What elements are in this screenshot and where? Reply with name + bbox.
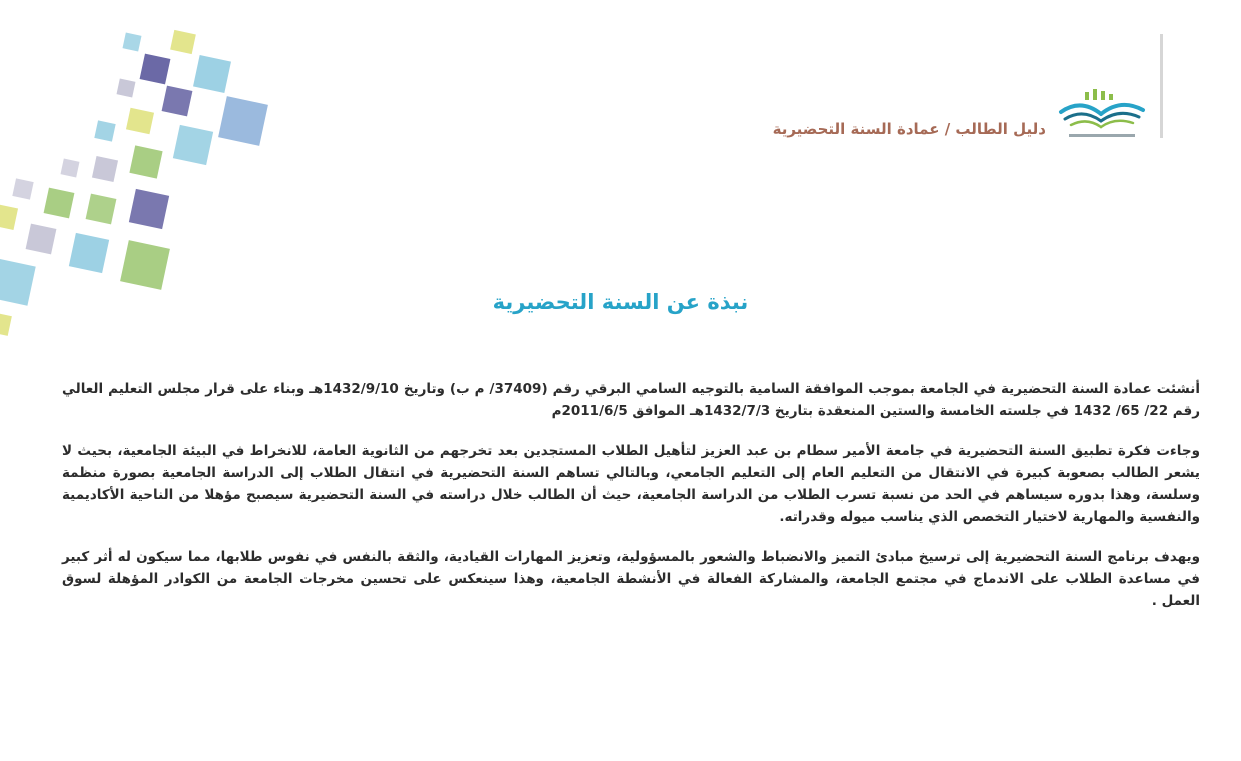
page-title: نبذة عن السنة التحضيرية <box>492 290 749 314</box>
paragraph-establishment: أنشئت عمادة السنة التحضيرية في الجامعة بموجب الموافقة السامية بالتوجيه السامي البرقي رقم (37409/ م ب) وتاريخ 1432/9/10هـ وبناء على قرار مجلس التعليم العالي رقم 22/ 65/ 1432 في جلسته الخامسة والستين المنعقدة بتاريخ 1432/7/3هـ الموافق 2011/6/5م <box>62 381 1200 419</box>
open-book-logo-icon <box>1055 88 1149 142</box>
breadcrumb: دليل الطالب / عمادة السنة التحضيرية <box>772 120 1046 138</box>
paragraph-goals: ويهدف برنامج السنة التحضيرية إلى ترسيخ مبادئ التميز والانضباط والشعور بالمسؤولية، وتعزيز المهارات القيادية، والثقة بالنفس في نفوس طلابها، مما سيكون له أثر كبير في مساعدة الطلاب على الاندماج في مجتمع الجامعة، والمشاركة الفعالة في الأنشطة الجامعية، وهذا سينعكس على تحسين مخرجات الجامعة من الكوادر المؤهلة لسوق العمل . <box>62 549 1200 609</box>
square-mosaic-decoration <box>0 0 300 340</box>
paragraph-idea: وجاءت فكرة تطبيق السنة التحضيرية في جامعة الأمير سطام بن عبد العزيز لتأهيل الطلاب المستجدين بعد تخرجهم من الثانوية العامة، للانخراط في البيئة الجامعية، بحيث لا يشعر الطالب بصعوبة كبيرة في الانتقال من التعليم العام إلى التعليم الجامعي، وبالتالي تساهم السنة التحضيرية في انتقال الطلاب إلى الدراسة الجامعية بصورة منظمة وسلسة، وهذا بدوره سيساهم في الحد من نسبة تسرب الطلاب من الدراسة الجامعية، حيث أن الطالب خلال دراسته في السنة التحضيرية سيصبح مؤهلا من الناحية الأكاديمية والنفسية والمهارية لاختيار التخصص الذي يناسب ميوله وقدراته. <box>62 443 1200 525</box>
document-body <box>62 378 1200 630</box>
header-divider <box>1160 34 1163 138</box>
document-header <box>721 32 1241 142</box>
